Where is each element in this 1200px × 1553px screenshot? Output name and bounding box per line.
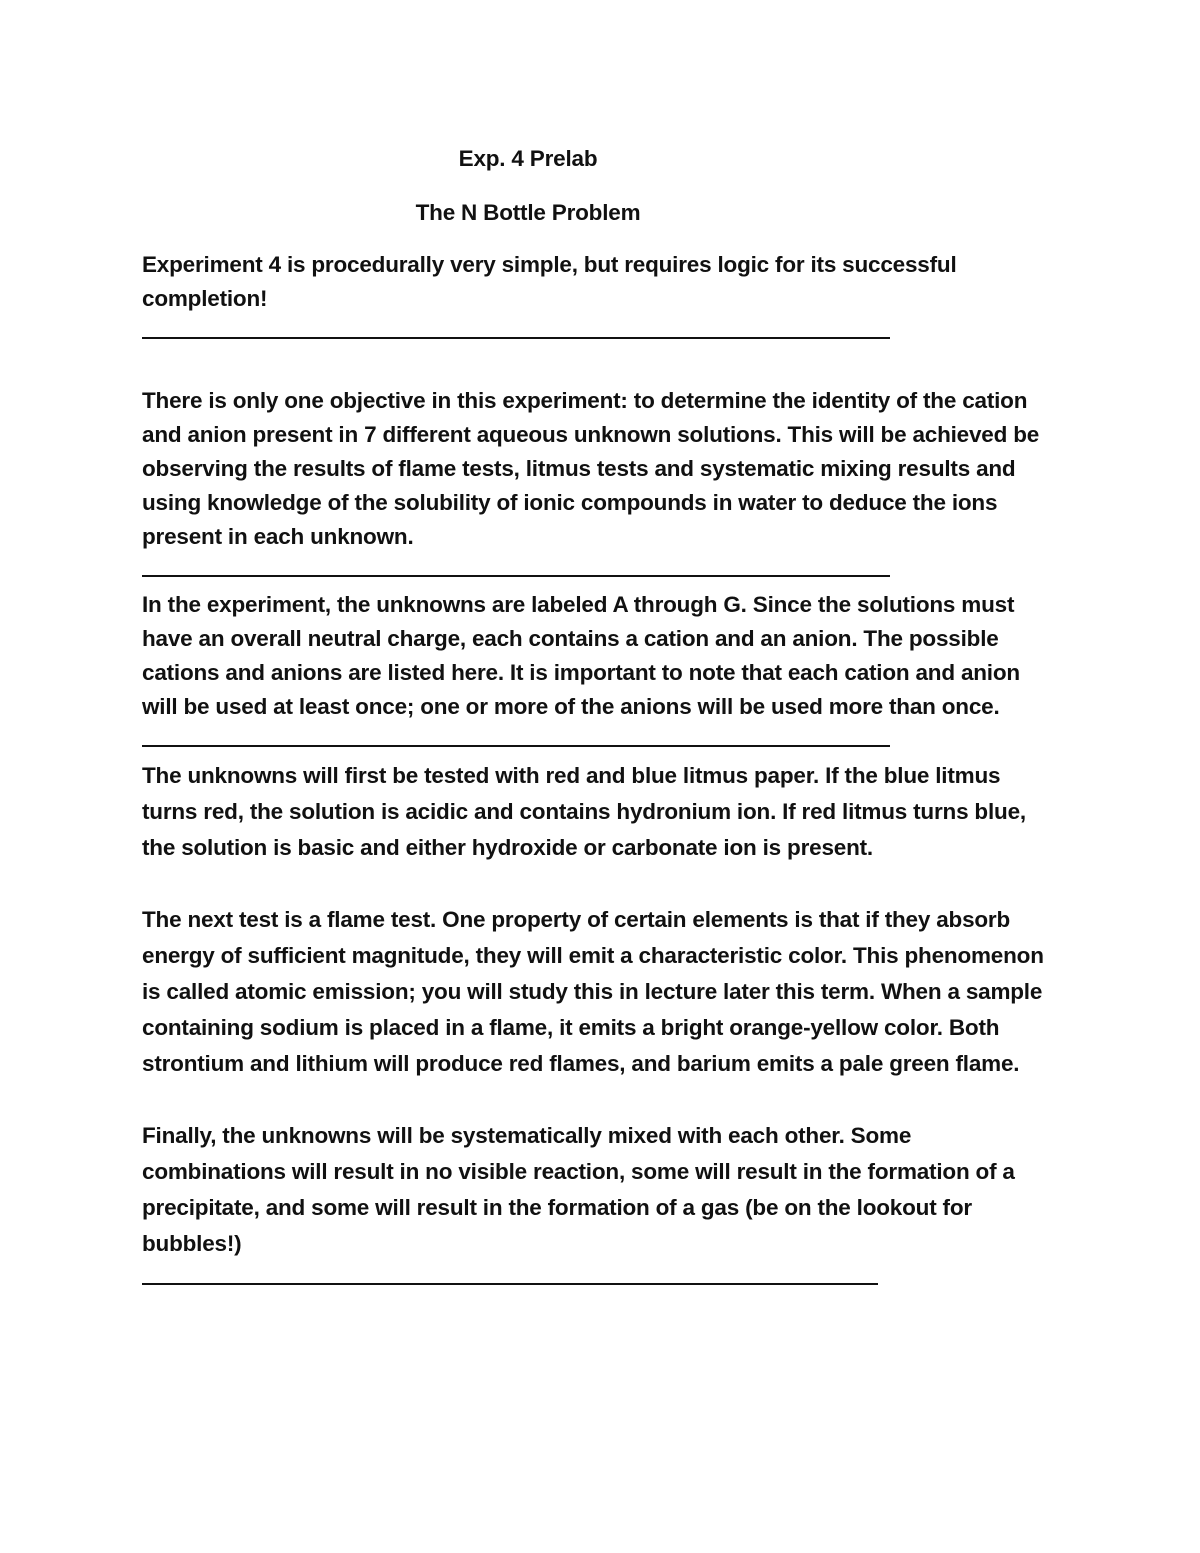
divider-line [142,575,890,577]
divider-4 [142,1262,1062,1296]
spacer [142,866,1062,902]
paragraph-litmus: The unknowns will first be tested with red and blue litmus paper. If the blue litmus turns red, the solution is acidic and contains hydronium ion. If red litmus turns blue, the solution is basic and either hydroxide or carbonate ion is present. [142,763,1026,860]
divider-line [142,1283,878,1285]
paragraph-mixing: Finally, the unknowns will be systematically mixed with each other. Some combinations will result in no visible reaction, some will result in the formation of a precipitate, and some will result in the formation of a gas (be on the lookout for bubbles!) [142,1123,1015,1256]
divider-line [142,337,890,339]
divider-1 [142,316,1062,350]
divider-2 [142,554,1062,588]
spacer [142,350,1062,384]
document-subtitle: The N Bottle Problem [415,200,641,225]
paragraph-flame: The next test is a flame test. One property of certain elements is that if they absorb energy of sufficient magnitude, they will emit a characteristic color. This phenomenon is called atomic emission; you will study this in lecture later this term. When a sample containing sodium is placed in a flame, it emits a bright orange-yellow color. Both strontium and lithium will produce red flames, and barium emits a pale green flame. [142,907,1044,1076]
divider-line [142,745,890,747]
divider-3 [142,724,1062,758]
document-title: Exp. 4 Prelab [458,146,598,171]
document-content [142,142,1062,1296]
paragraph-intro: Experiment 4 is procedurally very simple, but requires logic for its successful completion! [142,252,957,311]
paragraph-objective: There is only one objective in this experiment: to determine the identity of the cation and anion present in 7 different aqueous unknown solutions. This will be achieved be observing the results of flame tests, litmus tests and systematic mixing results and using knowledge of the solubility of ionic compounds in water to deduce the ions present in each unknown. [142,388,1040,549]
paragraph-unknowns: In the experiment, the unknowns are labeled A through G. Since the solutions must have an overall neutral charge, each contains a cation and an anion. The possible cations and anions are listed here. It is important to note that each cation and anion will be used at least once; one or more of the anions will be used more than once. [142,592,1020,719]
spacer [142,1082,1062,1118]
